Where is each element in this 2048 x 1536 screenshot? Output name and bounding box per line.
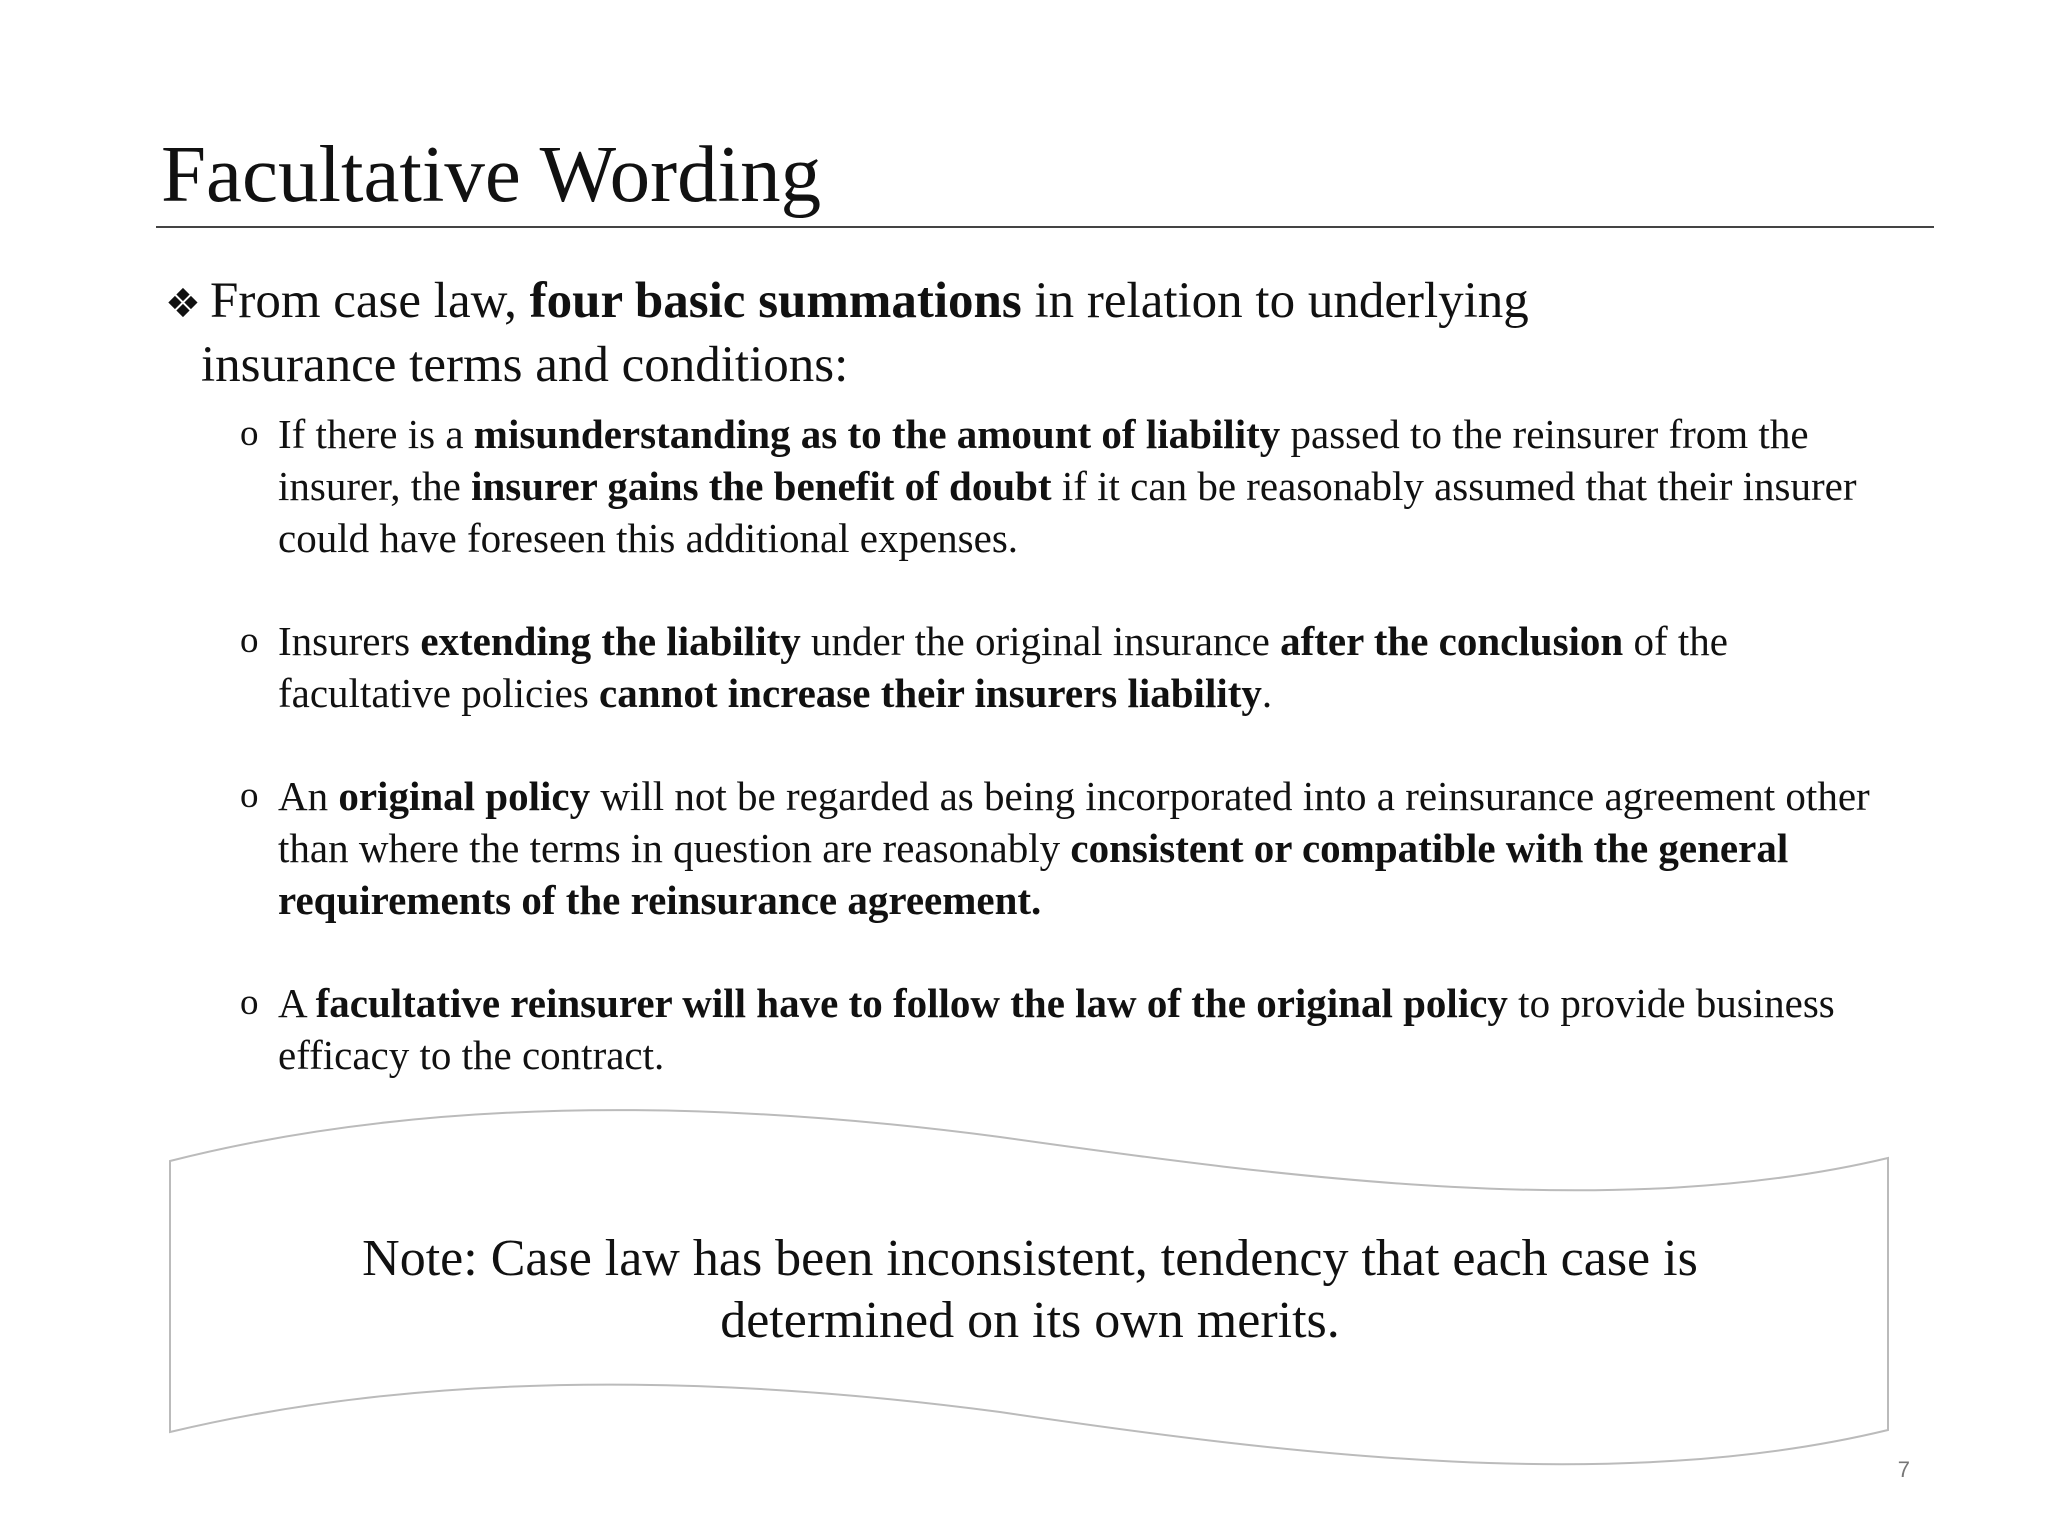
bullet-text: if it can be reasonably assumed that their insurer could have foreseen this additional expenses. bbox=[278, 463, 1857, 561]
bullet-text: to provide business efficacy to the contract. bbox=[278, 980, 1835, 1078]
bullet-text-bold: original policy bbox=[338, 773, 591, 819]
bullet-text: will not be regarded as being incorporated into a reinsurance agreement other than where the terms in question are reasonably bbox=[278, 773, 1870, 871]
page-number: 7 bbox=[1897, 1457, 1910, 1482]
note-line-1: Note: Case law has been inconsistent, tendency that each case is bbox=[362, 1230, 1698, 1287]
bullet-text-bold: extending the liability bbox=[420, 618, 801, 664]
slide-title: Facultative Wording bbox=[161, 129, 822, 219]
bullet-text: Insurers bbox=[278, 618, 421, 664]
lead-text-part2: in relation to underlying bbox=[1021, 273, 1529, 329]
bullet-text-bold: consistent or compatible with the general requirements of the reinsurance agreement. bbox=[278, 825, 1789, 923]
note-line-2: determined on its own merits. bbox=[720, 1292, 1340, 1349]
note-text bbox=[170, 1228, 1890, 1352]
diamond-cluster-icon: ❖ bbox=[165, 281, 201, 327]
bullet-text-bold: insurer gains the benefit of doubt bbox=[471, 463, 1052, 509]
circle-bullet-icon: o bbox=[240, 413, 259, 454]
bullet-text-bold: facultative reinsurer will have to follow the law of the original policy bbox=[315, 980, 1508, 1026]
bullet-text: passed to the reinsurer from the insurer, the bbox=[278, 411, 1809, 509]
bullet-text: An bbox=[278, 773, 339, 819]
circle-bullet-icon: o bbox=[240, 982, 259, 1023]
lead-text-bold: four basic summations bbox=[529, 273, 1022, 329]
circle-bullet-icon: o bbox=[240, 775, 259, 816]
bullet-text-bold: cannot increase their insurers liability bbox=[599, 670, 1262, 716]
bullet-text: of the facultative policies bbox=[278, 618, 1728, 716]
bullet-text: If there is a bbox=[278, 411, 474, 457]
bullet-text: under the original insurance bbox=[800, 618, 1281, 664]
bullet-text-bold: after the conclusion bbox=[1280, 618, 1624, 664]
bullet-text: A bbox=[278, 980, 316, 1026]
circle-bullet-icon: o bbox=[240, 620, 259, 661]
bullet-text: . bbox=[1261, 670, 1273, 716]
bullet-text-bold: misunderstanding as to the amount of liability bbox=[473, 411, 1281, 457]
lead-text-part1: From case law, bbox=[210, 273, 530, 329]
lead-text-line2: insurance terms and conditions: bbox=[201, 337, 849, 393]
